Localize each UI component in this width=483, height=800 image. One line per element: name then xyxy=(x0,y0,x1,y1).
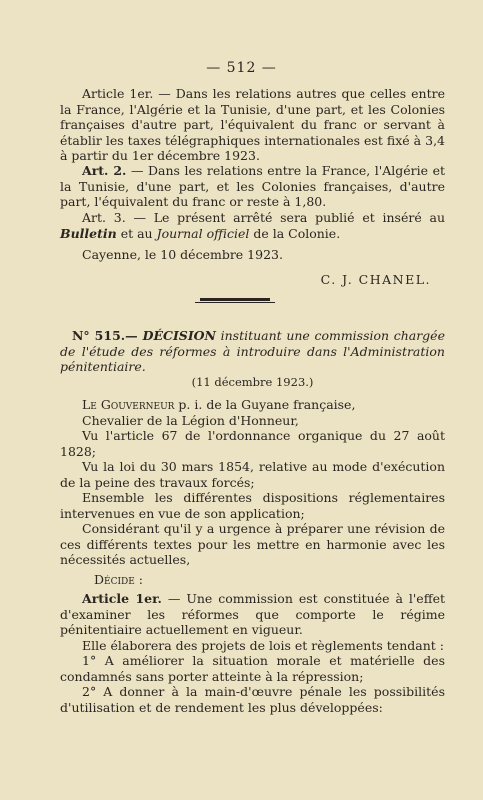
decision-article-1-label: Article 1er. xyxy=(82,591,162,606)
decision-body xyxy=(60,397,445,715)
governor-text: p. i. de la Guyane française, xyxy=(174,397,356,412)
separator-rule xyxy=(200,298,270,301)
article-1-label: Article 1er. xyxy=(82,86,154,101)
article-1 xyxy=(60,86,445,164)
considerant-paragraph: Considérant qu'il y a urgence à préparer une révision de ces différents textes pour les mettre en harmonie avec les nécessités actuelles, xyxy=(60,521,445,567)
article-3-label: Art. 3. xyxy=(82,210,126,225)
article-2-text: — Dans les relations entre la France, l'Algérie et la Tunisie, d'une part, et les Colonies françaises, d'autre part, l'équivalent du franc or reste à 1,80. xyxy=(60,163,446,209)
place-date: Cayenne, le 10 décembre 1923. xyxy=(82,247,283,262)
journal-title: Journal officiel xyxy=(156,225,250,241)
decision-title: DÉCISION xyxy=(137,328,216,343)
point-1: 1° A améliorer la situation morale et matérielle des condamnés sans porter atteinte à la répression; xyxy=(60,653,445,684)
article-2-label: Art. 2. xyxy=(82,163,127,178)
bulletin-title: Bulletin xyxy=(60,225,117,241)
signature: C. J. CHANEL. xyxy=(320,272,431,287)
decision-heading xyxy=(60,328,445,375)
ensemble-paragraph: Ensemble les différentes dispositions réglementaires intervenues en vue de son application; xyxy=(60,490,445,521)
decision-date-block xyxy=(60,375,445,391)
vu-article: Vu l'article 67 de l'ordonnance organique du 27 août 1828; xyxy=(60,428,445,459)
article-3-text-b: et au xyxy=(116,225,157,241)
decision-date: (11 décembre 1923.) xyxy=(191,375,314,389)
article-3 xyxy=(60,210,445,241)
article-1-text: — Dans les relations autres que celles entre la France, l'Algérie et la Tunisie, d'une part, et les Colonies françaises d'autre part, l'équivalent du franc or servant à établir les taxes télégraphiques internationales est fixé à 3,4 à partir du 1er décembre 1923. xyxy=(60,86,445,163)
decision-subtitle: instituant une commission chargée de l'étude des réformes à introduire dans l'Administration pénitentiaire. xyxy=(60,328,445,374)
page-number: — 512 — xyxy=(206,60,277,76)
elle-paragraph: Elle élaborera des projets de lois et règlements tendant : xyxy=(82,637,444,653)
point-2: 2° A donner à la main-d'œuvre pénale les possibilités d'utilisation et de rendement les plus développées: xyxy=(60,684,445,715)
article-2 xyxy=(60,163,445,210)
article-3-text-a: — Le présent arrêté sera publié et inséré au xyxy=(125,210,445,225)
governor-label: Le Gouverneur xyxy=(82,397,175,412)
decision-number: N° 515.— xyxy=(72,328,138,343)
decide-heading: Décide : xyxy=(94,571,144,587)
separator-rule-thin xyxy=(195,302,275,303)
article-3-text-c: de la Colonie. xyxy=(249,225,341,241)
vu-loi: Vu la loi du 30 mars 1854, relative au mode d'exécution de la peine des travaux forcés; xyxy=(60,459,445,490)
decision-article-1-text: — Une commission est constituée à l'effet d'examiner les réformes que comporte le régime pénitentiaire actuellement en vigueur. xyxy=(60,591,446,637)
chevalier-line: Chevalier de la Légion d'Honneur, xyxy=(82,412,299,428)
signature-block xyxy=(60,272,445,288)
